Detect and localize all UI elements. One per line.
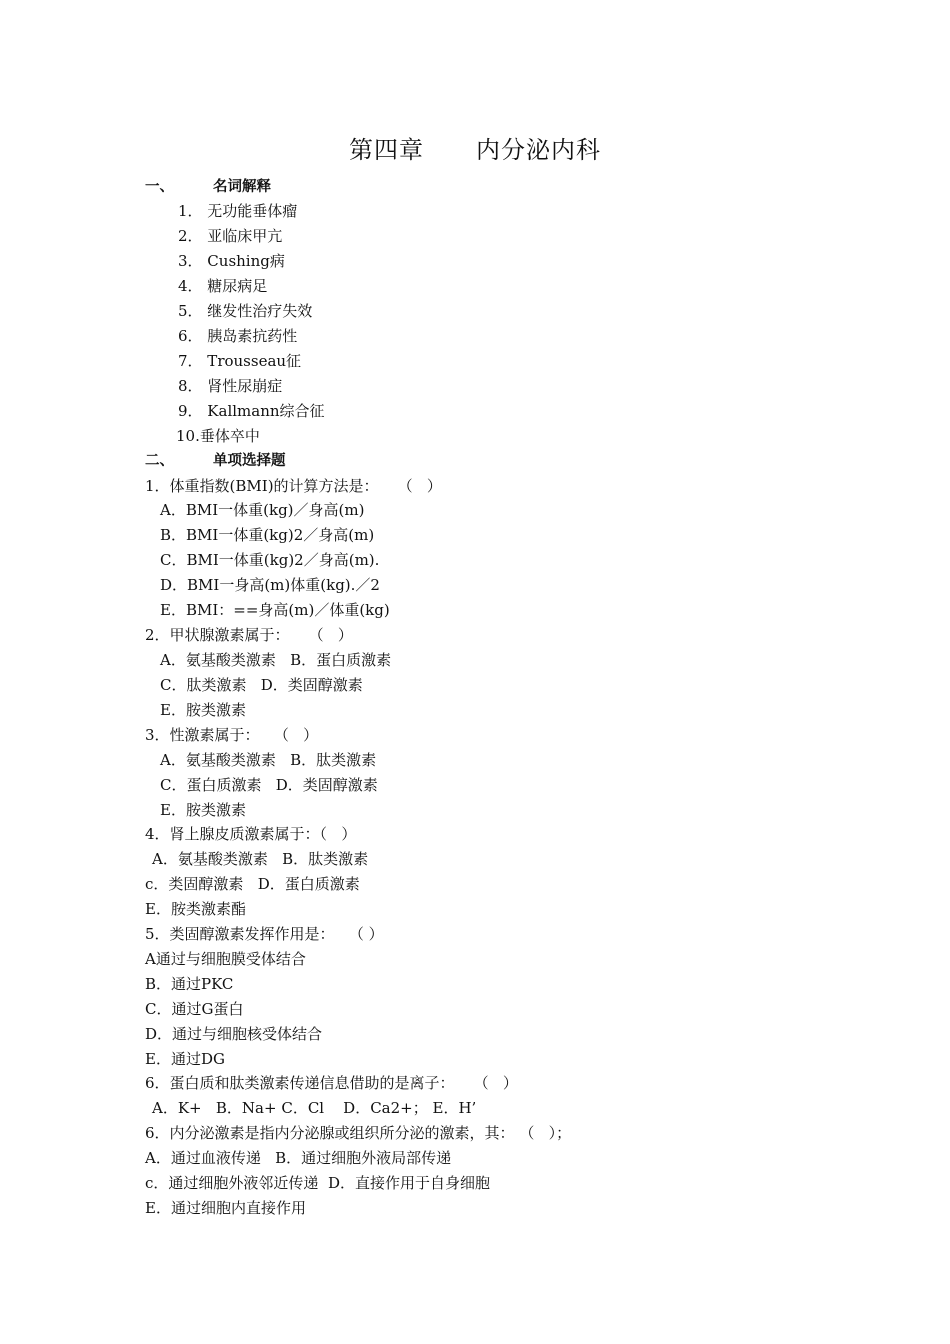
question-option: E．BMI：==身高(m)／体重(kg) bbox=[160, 601, 390, 619]
question-option: A．氨基酸类激素 B．肽类激素 bbox=[152, 850, 369, 868]
question-option: A．氨基酸类激素 B．蛋白质激素 bbox=[160, 651, 392, 669]
question-option: B．BMI一体重(kg)2／身高(m) bbox=[160, 526, 375, 544]
question-stem: 2．甲状腺激素属于： （ ） bbox=[145, 626, 353, 644]
question-option: A通过与细胞膜受体结合 bbox=[145, 950, 306, 968]
chapter-number: 第四章 bbox=[349, 136, 424, 164]
question-option: A．K+ B．Na+ C．Cl D．Ca2+； E．H’ bbox=[152, 1099, 477, 1117]
question-option: C．BMI一体重(kg)2／身高(m). bbox=[160, 551, 380, 569]
question-option: D．通过与细胞核受体结合 bbox=[145, 1025, 323, 1043]
term-item: 2． 亚临床甲亢 bbox=[178, 227, 283, 245]
question-option: E．通过细胞内直接作用 bbox=[145, 1199, 306, 1217]
term-item: 5． 继发性治疗失效 bbox=[178, 302, 313, 320]
term-item: 9． Kallmann综合征 bbox=[178, 402, 325, 420]
section-label: 单项选择题 bbox=[213, 453, 286, 469]
question-option: A．氨基酸类激素 B．肽类激素 bbox=[160, 751, 377, 769]
question-option: A．BMI一体重(kg)／身高(m) bbox=[160, 501, 365, 519]
question-stem: 6．内分泌激素是指内分泌腺或组织所分泌的激素，其： （ ）； bbox=[145, 1124, 572, 1142]
question-stem: 5．类固醇激素发挥作用是： （ ） bbox=[145, 925, 384, 943]
question-stem: 1．体重指数(BMI)的计算方法是： （ ） bbox=[145, 477, 442, 495]
section-number: 二、 bbox=[145, 453, 174, 469]
question-stem: 4．肾上腺皮质激素属于：（ ） bbox=[145, 825, 357, 843]
term-item: 7． Trousseau征 bbox=[178, 352, 302, 370]
section-heading-terms bbox=[145, 177, 271, 197]
chapter-title bbox=[0, 134, 950, 166]
term-item: 10.垂体卒中 bbox=[176, 427, 260, 445]
question-option: C．通过G蛋白 bbox=[145, 1000, 244, 1018]
term-item: 4． 糖尿病足 bbox=[178, 277, 268, 295]
question-option: E．通过DG bbox=[145, 1050, 225, 1068]
question-option: E．胺类激素 bbox=[160, 701, 246, 719]
question-option: D．BMI一身高(m)体重(kg).／2 bbox=[160, 576, 380, 594]
question-stem: 6．蛋白质和肽类激素传递信息借助的是离子： （ ） bbox=[145, 1074, 518, 1092]
question-option: c．类固醇激素 D．蛋白质激素 bbox=[145, 875, 360, 893]
question-option: C．肽类激素 D．类固醇激素 bbox=[160, 676, 363, 694]
question-stem: 3．性激素属于： （ ） bbox=[145, 726, 319, 744]
term-item: 6． 胰岛素抗药性 bbox=[178, 327, 298, 345]
term-item: 8． 肾性尿崩症 bbox=[178, 377, 283, 395]
question-option: E．胺类激素酯 bbox=[145, 900, 246, 918]
term-item: 3． Cushing病 bbox=[178, 252, 285, 270]
question-option: A．通过血液传递 B．通过细胞外液局部传递 bbox=[145, 1149, 452, 1167]
question-option: c．通过细胞外液邻近传递 D．直接作用于自身细胞 bbox=[145, 1174, 490, 1192]
chapter-name: 内分泌内科 bbox=[476, 136, 601, 164]
question-option: B．通过PKC bbox=[145, 975, 234, 993]
question-option: E．胺类激素 bbox=[160, 801, 246, 819]
question-option: C．蛋白质激素 D．类固醇激素 bbox=[160, 776, 378, 794]
section-number: 一、 bbox=[145, 179, 174, 195]
term-item: 1． 无功能垂体瘤 bbox=[178, 202, 298, 220]
section-label: 名词解释 bbox=[213, 179, 271, 195]
section-heading-choice bbox=[145, 451, 286, 471]
